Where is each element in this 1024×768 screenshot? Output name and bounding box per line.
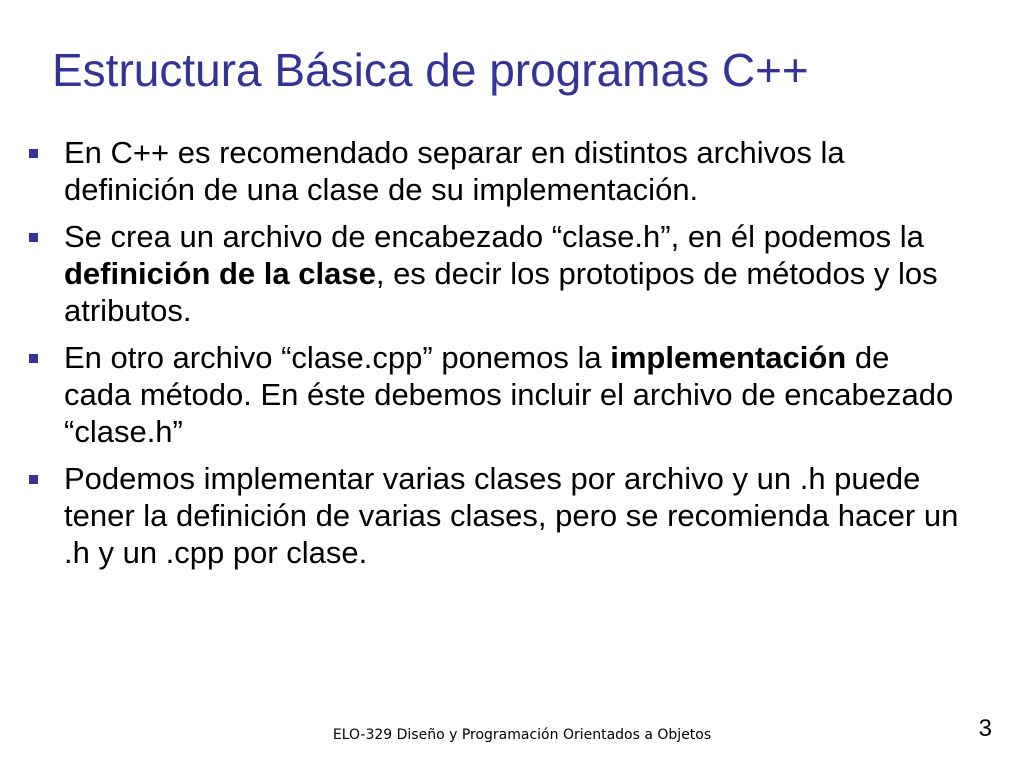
bullet-text	[64, 461, 958, 570]
square-bullet-icon	[29, 475, 38, 484]
bullet-list	[0, 134, 1024, 581]
bullet-text-bold-segment: definición de la clase	[64, 256, 376, 291]
bullet-text	[64, 135, 845, 207]
square-bullet-icon	[29, 354, 38, 363]
bullet-text	[64, 340, 953, 449]
page-number: 3	[978, 715, 992, 742]
bullet-item	[0, 134, 964, 208]
bullet-item	[0, 218, 964, 329]
slide-footer: ELO-329 Diseño y Programación Orientados a Objetos	[332, 727, 712, 743]
square-bullet-icon	[29, 233, 38, 242]
bullet-item	[0, 339, 964, 450]
bullet-text-bold-segment: implementación	[610, 340, 847, 375]
bullet-text-segment: Se crea un archivo de encabezado “clase.h”, en él podemos la	[64, 219, 924, 254]
bullet-text-segment: Podemos implementar varias clases por archivo y un .h puede tener la definición de varias clases, pero se recomienda hacer un .h y un .cpp por clase.	[64, 461, 959, 570]
square-bullet-icon	[29, 149, 38, 158]
bullet-item	[0, 460, 964, 571]
slide-title: Estructura Básica de programas C++	[52, 44, 809, 96]
bullet-text-segment: En C++ es recomendado separar en distintos archivos la definición de una clase de su implementación.	[64, 135, 845, 207]
bullet-text	[64, 219, 938, 328]
bullet-text-segment: En otro archivo “clase.cpp” ponemos la	[64, 340, 611, 375]
bullet-text-segment: de cada método. En éste debemos incluir el archivo de encabezado “clase.h”	[64, 340, 954, 449]
bullet-text-segment: , es decir los prototipos de métodos y los atributos.	[64, 256, 938, 328]
